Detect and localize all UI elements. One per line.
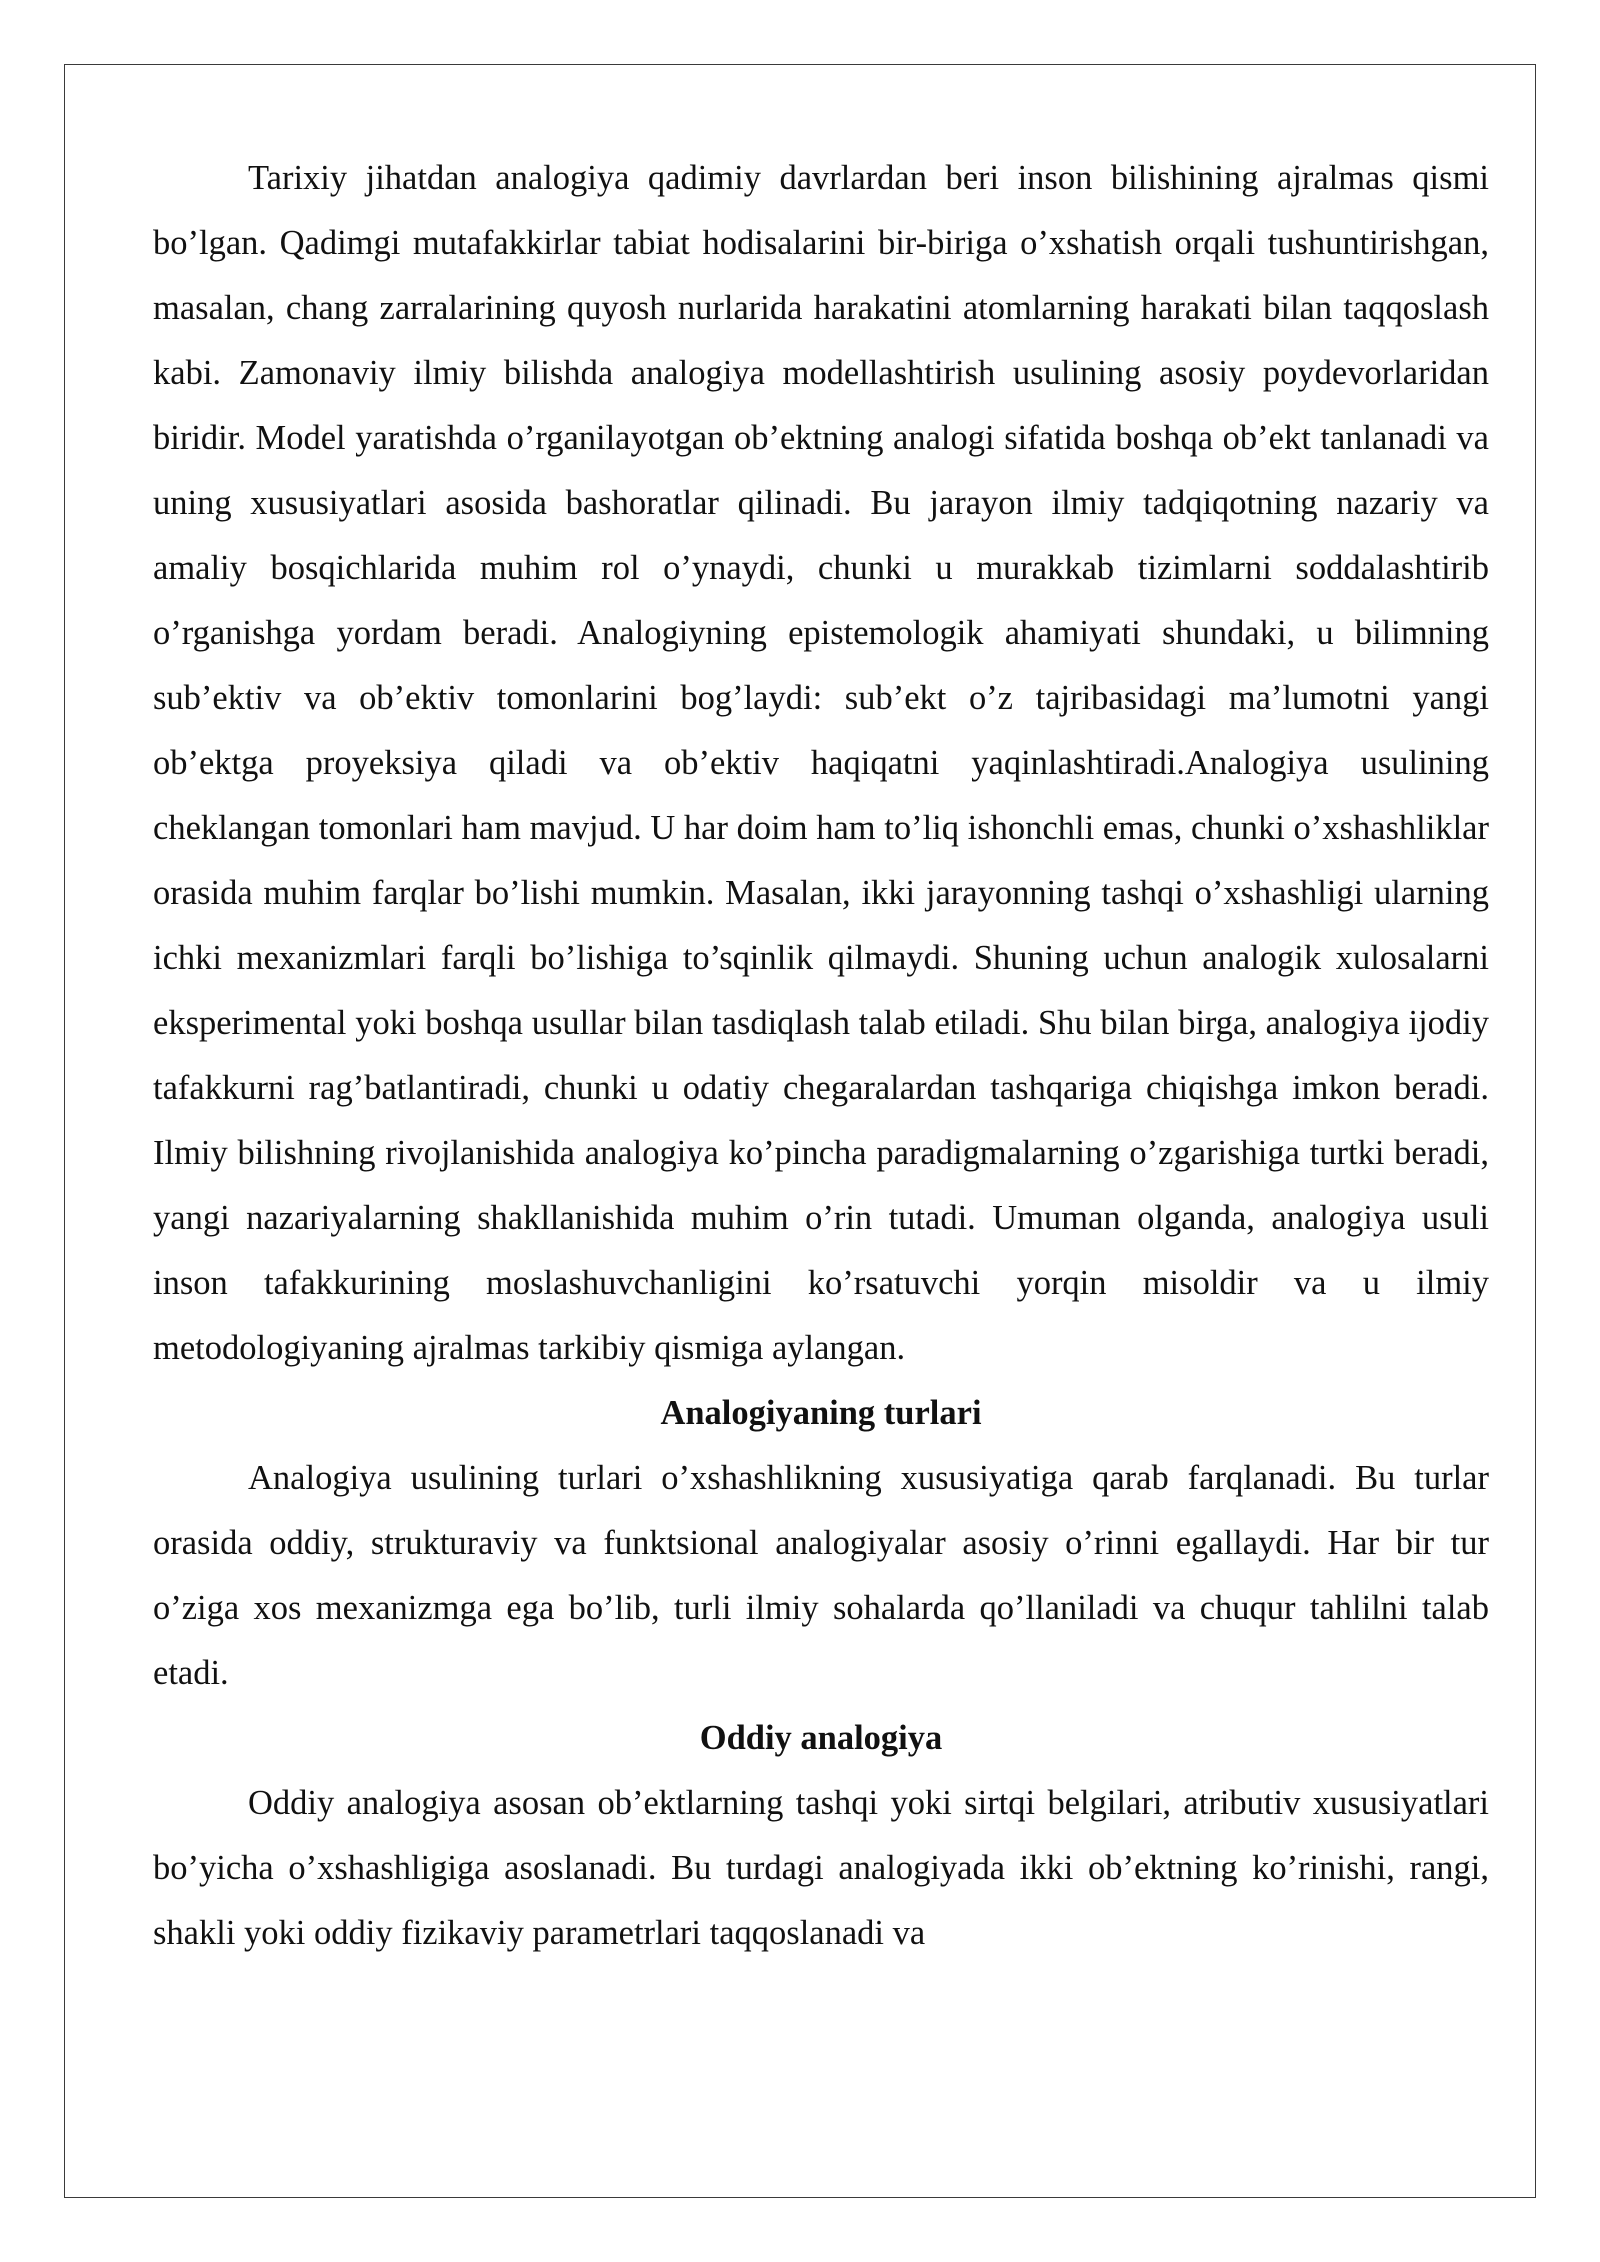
section-heading-simple-analogy: Oddiy analogiya — [699, 1719, 943, 1757]
paragraph-simple-analogy: Oddiy analogiya asosan ob’ektlarning tashqi yoki sirtqi belgilari, atributiv xususiyatlari bo’yicha o’xshashligiga asoslanadi. Bu turdagi analogiyada ikki ob’ektning ko’rinishi, rangi, shakli yoki oddiy fizikaviy parametrlari taqqoslanadi va — [153, 1784, 1489, 1952]
section-heading-types-of-analogy: Analogiyaning turlari — [660, 1394, 982, 1432]
paragraph-history-of-analogy: Tarixiy jihatdan analogiya qadimiy davrlardan beri inson bilishining ajralmas qismi bo’lgan. Qadimgi mutafakkirlar tabiat hodisalarini bir-biriga o’xshatish orqali tushuntirishgan, masalan, chang zarralarining quyosh nurlarida harakatini atomlarning harakati bilan taqqoslash kabi. Zamonaviy ilmiy bilishda analogiya modellashtirish usulining asosiy poydevorlaridan biridir. Model yaratishda o’rganilayotgan ob’ektning analogi sifatida boshqa ob’ekt tanlanadi va uning xususiyatlari asosida bashoratlar qilinadi. Bu jarayon ilmiy tadqiqotning nazariy va amaliy bosqichlarida muhim rol o’ynaydi, chunki u murakkab tizimlarni soddalashtirib o’rganishga yordam beradi. Analogiyning epistemologik ahamiyati shundaki, u bilimning sub’ektiv va ob’ektiv tomonlarini bog’laydi: sub’ekt o’z tajribasidagi ma’lumotni yangi ob’ektga proyeksiya qiladi va ob’ektiv haqiqatni yaqinlashtiradi.Analogiya usulining cheklangan tomonlari ham mavjud. U har doim ham to’liq ishonchli emas, chunki o’xshashliklar orasida muhim farqlar bo’lishi mumkin. Masalan, ikki jarayonning tashqi o’xshashligi ularning ichki mexanizmlari farqli bo’lishiga to’sqinlik qilmaydi. Shuning uchun analogik xulosalarni eksperimental yoki boshqa usullar bilan tasdiqlash talab etiladi. Shu bilan birga, analogiya ijodiy tafakkurni rag’batlantiradi, chunki u odatiy chegaralardan tashqariga chiqishga imkon beradi. Ilmiy bilishning rivojlanishida analogiya ko’pincha paradigmalarning o’zgarishiga turtki beradi, yangi nazariyalarning shakllanishida muhim o’rin tutadi. Umuman olganda, analogiya usuli inson tafakkurining moslashuvchanligini ko’rsatuvchi yorqin misoldir va u ilmiy metodologiyaning ajralmas tarkibiy qismiga aylangan. — [153, 159, 1489, 1367]
paragraph-types-of-analogy: Analogiya usulining turlari o’xshashlikning xususiyatiga qarab farqlanadi. Bu turlar orasida oddiy, strukturaviy va funktsional analogiyalar asosiy o’rinni egallaydi. Har bir tur o’ziga xos mexanizmga ega bo’lib, turli ilmiy sohalarda qo’llaniladi va chuqur tahlilni talab etadi. — [153, 1459, 1489, 1692]
document-body — [153, 146, 1489, 1966]
